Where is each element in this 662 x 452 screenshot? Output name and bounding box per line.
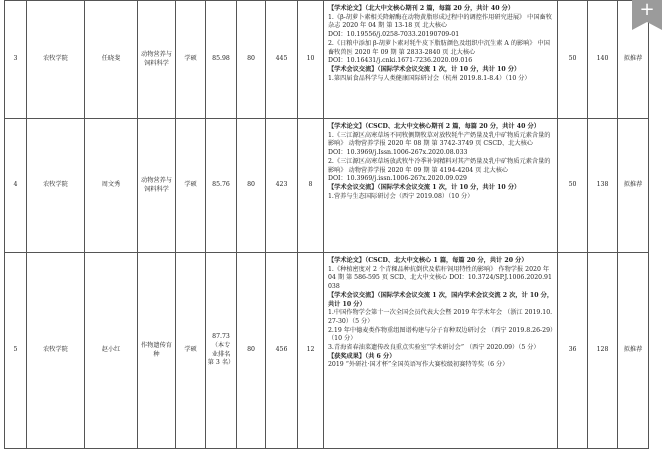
bonus-score: 36 <box>558 253 588 449</box>
student-name: 赵小红 <box>85 253 138 449</box>
final-score: 128 <box>588 253 618 449</box>
score-cell: 85.76 <box>206 119 237 253</box>
major-cell: 动物营养与饲料科学 <box>138 1 176 119</box>
detail-line: 2.《三江源区高寒草场放武牧牛冷季补饲精料对其产奶量及乳中矿物质元素含量的影响》 动物营养学报 2020 年 09 期 第 4194-4204 页 北大核心 <box>328 157 551 174</box>
achievements-cell <box>324 1 558 119</box>
major-cell: 作物遗传育种 <box>138 253 176 449</box>
score-cell <box>206 253 237 449</box>
rank-cell: 12 <box>298 253 324 449</box>
bonus-score: 50 <box>558 119 588 253</box>
recommendation-table <box>4 0 649 449</box>
recommendation-status: 拟推荐 <box>618 119 649 253</box>
recommendation-status: 拟推荐 <box>618 1 649 119</box>
table-row <box>5 1 649 119</box>
college-cell: 农牧学院 <box>27 119 85 253</box>
total-score: 456 <box>266 253 298 449</box>
section-heading: 【学术论文】（北大中文核心期刊 2 篇，每篇 20 分，共计 40 分） <box>328 5 515 12</box>
final-score: 138 <box>588 119 618 253</box>
section-heading: 【学术会议交流】（国际学术会议交流 1 次，国内学术会议交流 2 次，计 10 分，共计 10 分） <box>328 291 554 308</box>
recommendation-status: 拟推荐 <box>618 253 649 449</box>
section-heading: 【学术会议交流】（国际学术会议交流 1 次，计 10 分，共计 10 分） <box>328 65 521 73</box>
major-cell: 动物营养与饲料科学 <box>138 119 176 253</box>
score-line: 第 3 名） <box>207 359 235 367</box>
total-score: 423 <box>266 119 298 253</box>
table-row <box>5 119 649 253</box>
degree-type: 学硕 <box>176 253 206 449</box>
score-line: 87.73 <box>212 333 230 341</box>
detail-line: 2019 “外研社·国才杯”全国英语写作大赛校级初赛特等奖（6 分） <box>328 361 509 369</box>
total-score: 445 <box>266 1 298 119</box>
score-line: 业排名 <box>211 350 231 358</box>
detail-line: 3.青海省春油菜遗传改良重点实验室“学术研讨会” （西宁 2020.09）（5 分） <box>328 344 540 352</box>
final-score: 140 <box>588 1 618 119</box>
detail-line: 2.19 年中德麦类作物重组图谱构建与分子育种双边研讨会 （西宁 2019.8.26-29）（10 分） <box>328 326 554 343</box>
add-tab-icon[interactable]: + <box>632 0 662 22</box>
section-heading: 【获奖成果】（共 6 分） <box>328 352 396 360</box>
row-number: 3 <box>5 1 27 119</box>
student-name: 任晓斐 <box>85 1 138 119</box>
bonus-score: 50 <box>558 1 588 119</box>
achievements-cell <box>324 253 558 449</box>
student-name: 周文秀 <box>85 119 138 253</box>
detail-line: 1.中国作物学会第十一次全国会员代表大会暨 2019 年学术年会 （浙江 2019.10.27-30）（5 分） <box>328 309 553 325</box>
section-heading: 【学术会议交流】（国际学术会议交流 1 次，计 10 分，共计 10 分） <box>328 183 521 191</box>
detail-line: DOI：10.16431/j.cnki.1671-7236.2020.09.016 <box>328 57 473 65</box>
detail-line: DOI：10.3969/j.issn.1006-267x.2020.09.029 <box>328 175 467 183</box>
score-line: （本专 <box>211 341 231 349</box>
base-score: 80 <box>237 119 266 253</box>
table-row <box>5 253 649 449</box>
detail-line: 1.营养与生态国际研讨会（西宁 2019.08）（10 分） <box>328 192 474 200</box>
rank-cell: 8 <box>298 119 324 253</box>
detail-line: 2.《日粮中添加 β-胡萝卜素对牦牛皮下脂肪颜色及组织中沉生素 A 的影响》 中国畜牧兽医 2020 年 09 期 第 2833-2840 页 北大核心 <box>328 39 550 56</box>
college-cell: 农牧学院 <box>27 253 85 449</box>
detail-line: 1.《β-胡萝卜素相关降解酶在动物黄脂形成过程中的调控作用研究进展》 中国畜牧杂志 2020 年 04 期 第 13-18 页 北大核心 <box>328 13 552 30</box>
achievements-cell <box>324 119 558 253</box>
college-cell: 农牧学院 <box>27 1 85 119</box>
base-score: 80 <box>237 1 266 119</box>
rank-cell: 10 <box>298 1 324 119</box>
detail-line: 1.第四届食品科学与人类健康国际研讨会（杭州 2019.8.1-8.4）（10 分） <box>328 74 531 82</box>
degree-type: 学硕 <box>176 1 206 119</box>
base-score: 80 <box>237 253 266 449</box>
detail-line: DOI：10.19556/j.0258-7033.20190709-01 <box>328 31 460 39</box>
section-heading: 【学术论文】（CSCD、北大中文核心期刊 2 篇，每篇 20 分，共计 40 分） <box>328 123 540 130</box>
detail-line: 1.《种植密度对 2 个青稞品种抗倒伏及秸秆饲用特性的影响》 作物学报 2020 年 04 期 第 586-595 页 SCD、北大中文核心 DOI：10.3724/SP.J.1006.2020.91038 <box>328 265 552 291</box>
row-number: 5 <box>5 253 27 449</box>
score-cell: 85.98 <box>206 1 237 119</box>
detail-line: 1.《三江源区高寒草场不同牧侧期牧草对放牧牦牛产奶量及乳中矿物质元素含量的影响》 动物营养学报 2020 年 08 期 第 3742-3749 页 CSCD、北大核心 <box>328 131 551 148</box>
degree-type: 学硕 <box>176 119 206 253</box>
section-heading: 【学术论文】（CSCD、北大中文核心 1 篇，每篇 20 分，共计 20 分） <box>328 257 528 264</box>
row-number: 4 <box>5 119 27 253</box>
detail-line: DOI：10.3969/j.Issn.1006-267x.2020.08.033 <box>328 149 468 157</box>
